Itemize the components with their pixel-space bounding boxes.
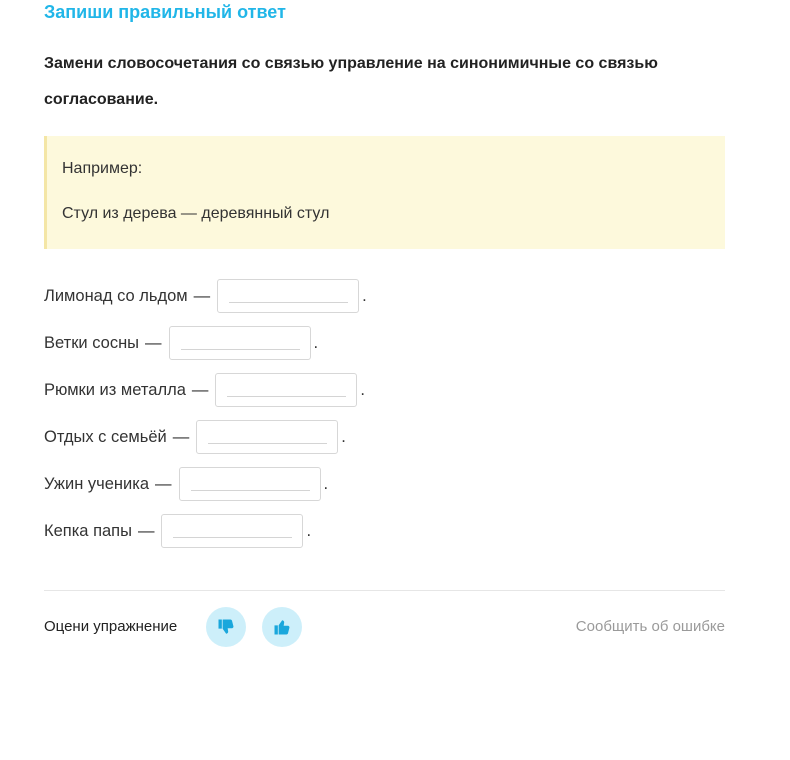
answer-row-2 [44, 326, 318, 360]
example-text: Стул из дерева — деревянный стул [62, 205, 330, 222]
answer-row-1 [44, 279, 367, 313]
answer-field-2[interactable] [170, 327, 310, 359]
answer-field-1[interactable] [218, 280, 358, 312]
answer-row-4 [44, 420, 346, 454]
report-error-link[interactable]: Сообщить об ошибке [575, 618, 725, 635]
period: . [313, 333, 319, 352]
answer-input-4[interactable] [196, 420, 338, 454]
dash: — [193, 286, 211, 305]
answer-field-5[interactable] [180, 468, 320, 500]
example-box [44, 136, 725, 249]
period: . [341, 427, 346, 446]
phrase-label: Рюмки из металла [44, 380, 186, 399]
phrase-label: Отдых с семьёй [44, 427, 167, 446]
phrase-label: Ветки сосны [44, 333, 140, 352]
task-instruction: Замени словосочетания со связью управление на синонимичные со связью согласование. [44, 55, 658, 108]
rate-label: Оцени упражнение [44, 618, 178, 635]
dash: — [172, 427, 190, 446]
answer-input-2[interactable] [169, 326, 311, 360]
phrase-label: Ужин ученика [44, 474, 149, 493]
exercise-title: Запиши правильный ответ [44, 2, 286, 22]
dash: — [191, 380, 209, 399]
answer-row-6 [44, 514, 311, 548]
phrase-label: Кепка папы [44, 521, 132, 540]
thumbs-up-icon [272, 617, 292, 637]
answer-field-6[interactable] [162, 515, 302, 547]
like-button[interactable] [262, 607, 302, 647]
answer-input-1[interactable] [217, 279, 359, 313]
footer-divider [44, 590, 725, 591]
period: . [360, 380, 365, 399]
answer-input-6[interactable] [161, 514, 303, 548]
example-label: Например: [62, 160, 143, 177]
answer-input-3[interactable] [215, 373, 357, 407]
answer-row-5 [44, 467, 328, 501]
answer-input-5[interactable] [179, 467, 321, 501]
period: . [323, 474, 329, 493]
dash: — [155, 474, 172, 493]
answer-row-3 [44, 373, 365, 407]
period: . [362, 286, 367, 305]
thumbs-down-icon [216, 617, 236, 637]
answer-field-4[interactable] [197, 421, 337, 453]
phrase-label: Лимонад со льдом [44, 286, 188, 305]
dash: — [137, 521, 155, 540]
answer-field-3[interactable] [216, 374, 356, 406]
dislike-button[interactable] [206, 607, 246, 647]
period: . [306, 521, 312, 540]
dash: — [145, 333, 162, 352]
